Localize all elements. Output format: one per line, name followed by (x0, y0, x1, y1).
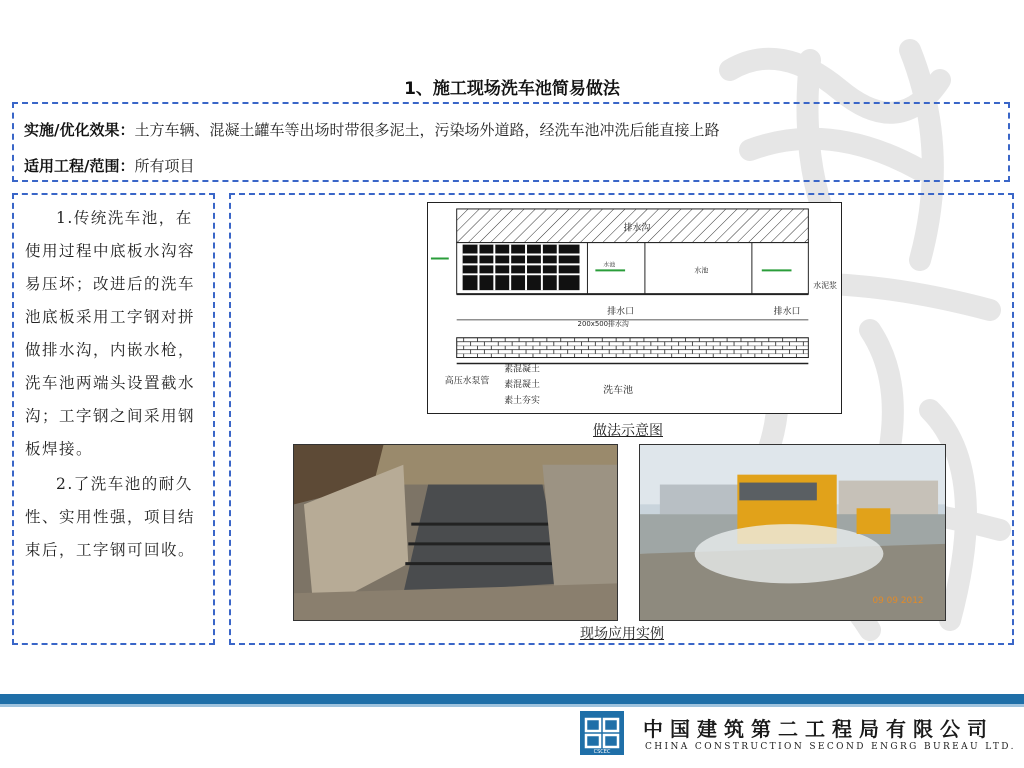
truck-wash-photo (639, 444, 946, 621)
effect-line (24, 120, 720, 140)
effect-label: 实施/优化效果： (24, 121, 135, 139)
diagram-label-water-b: 水池 (694, 266, 709, 275)
diagram-right-note: 水泥浆 (813, 281, 838, 291)
diagram-caption: 做法示意图 (593, 423, 663, 439)
company-name-en: CHINA CONSTRUCTION SECOND ENGRG BUREAU LTD. (645, 742, 1016, 752)
company-name-cn: 中国建筑第二工程局有限公司 (643, 717, 994, 741)
scope-line (24, 156, 195, 176)
diagram-gravel-3: 素土夯实 (504, 396, 540, 407)
photos-caption: 现场应用实例 (580, 626, 664, 642)
page-title: 1、施工现场洗车池简易做法 (404, 79, 620, 99)
effect-text: 土方车辆、混凝土罐车等出场时带很多泥土，污染场外道路，经洗车池冲洗后能直接上路 (134, 121, 720, 139)
diagram-outlet-right: 排水口 (773, 306, 801, 317)
description-paragraph-1: 1.传统洗车池，在使用过程中底板水沟容易压坏；改进后的洗车池底板采用工字钢对拼做排水沟，内嵌水枪，洗车池两端头设置截水沟；工字钢之间采用钢板焊接。 (25, 209, 196, 458)
photo-date-stamp: 09 09 2012 (872, 596, 924, 607)
diagram-gravel-2: 素混凝土 (504, 380, 540, 391)
diagram-top-label: 排水沟 (623, 223, 651, 234)
construction-diagram (427, 202, 842, 414)
description-paragraph-2: 2.了洗车池的耐久性、实用性强，项目结束后，工字钢可回收。 (25, 475, 196, 559)
diagram-outlet-left: 排水口 (607, 306, 634, 317)
scope-text: 所有项目 (134, 157, 195, 175)
diagram-label-water-a: 水池 (603, 261, 616, 269)
description-text (25, 202, 203, 569)
footer-bar (0, 694, 1024, 704)
footer-bar-light (0, 704, 1024, 707)
cscec-logo-icon (580, 711, 624, 755)
scope-label: 适用工程/范围： (24, 157, 135, 175)
logo-text: CSCEC (593, 749, 611, 755)
diagram-pool-label: 洗车池 (603, 385, 633, 397)
description-box (12, 193, 215, 645)
diagram-dimension: 200x500排水沟 (577, 319, 629, 328)
wash-pool-photo (293, 444, 618, 621)
diagram-gravel-1: 素混凝土 (504, 364, 540, 375)
diagram-hp-pipe: 高压水泵管 (444, 376, 490, 387)
effect-scope-box (12, 102, 1010, 182)
